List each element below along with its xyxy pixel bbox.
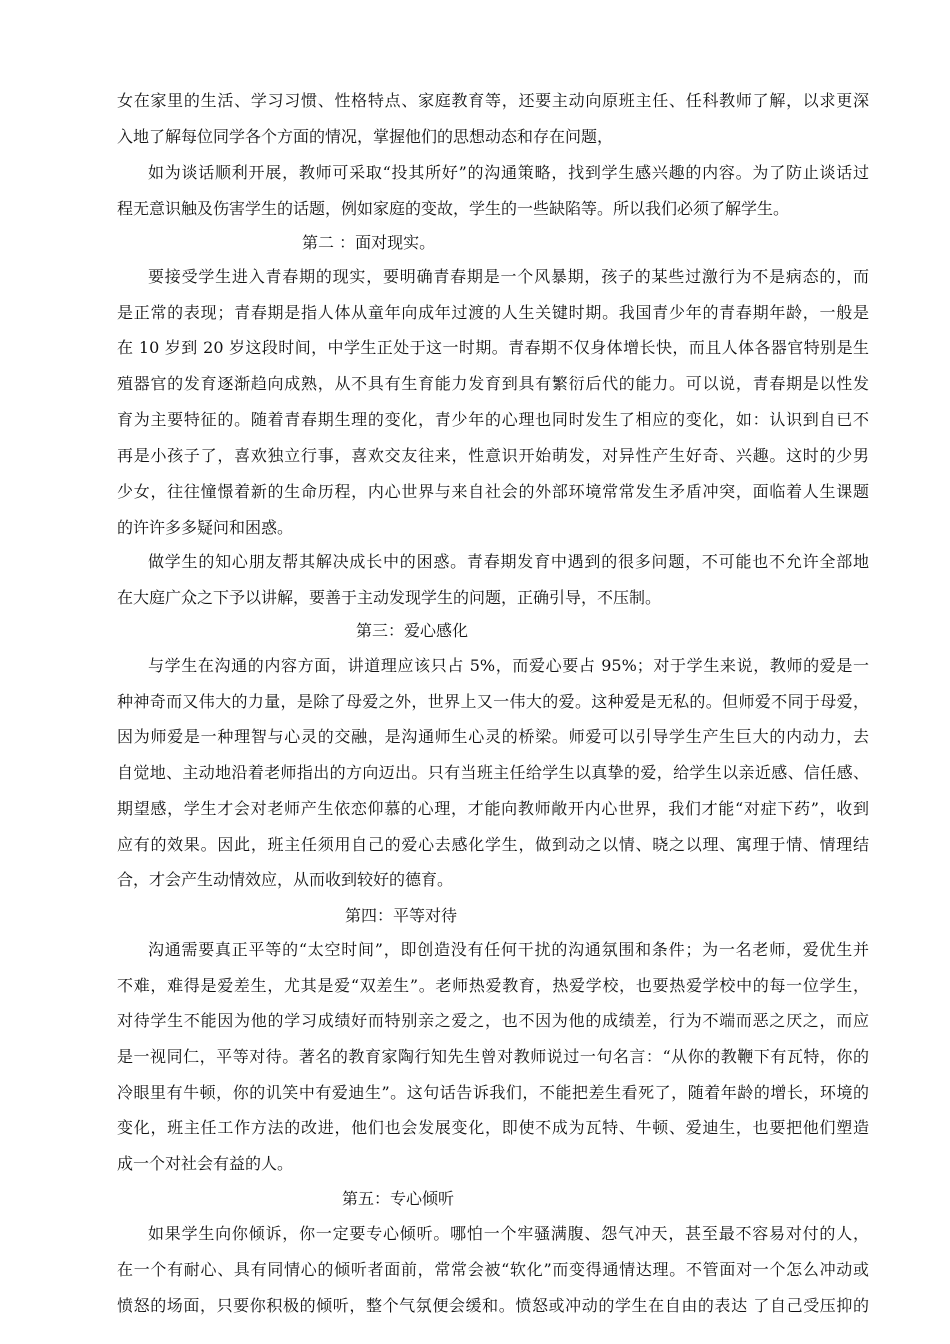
body-text-line: 在 10 岁到 20 岁这段时间，中学生正处于这一时期。青春期不仅身体增长快，而且人体各器官特别是生 [117, 338, 869, 357]
body-text-line: 与学生在沟通的内容方面，讲道理应该只占 5%，而爱心要占 95%；对于学生来说，教师的爱是一 [148, 656, 869, 675]
body-text-line: 在一个有耐心、具有同情心的倾听者面前，常常会被“软化”而变得通情达理。不管面对一个怎么冲动或 [117, 1260, 869, 1279]
body-text-line: 的许许多多疑问和困惑。 [117, 518, 294, 537]
body-text-line: 入地了解每位同学各个方面的情况，掌握他们的思想动态和存在问题， [117, 127, 614, 146]
body-text-line: 少女，往往憧憬着新的生命历程，内心世界与来自社会的外部环境常常发生矛盾冲突，面临着人生课题 [117, 482, 869, 501]
section-heading: 第二 ：面对现实。 [302, 233, 436, 252]
body-text-line: 对待学生不能因为他的学习成绩好而特别亲之爱之，也不因为他的成绩差，行为不端而恶之厌之，而应 [117, 1011, 869, 1030]
body-text-line: 因为师爱是一种理智与心灵的交融，是沟通师生心灵的桥梁。师爱可以引导学生产生巨大的内动力，去 [117, 727, 869, 746]
section-heading: 第五：专心倾听 [342, 1189, 455, 1208]
body-text-line: 期望感，学生才会对老师产生依恋仰慕的心理，才能向教师敞开内心世界，我们才能“对症下药”，收到 [117, 799, 869, 818]
body-text-line: 程无意识触及伤害学生的话题，例如家庭的变故，学生的一些缺陷等。所以我们必须了解学生。 [117, 199, 790, 218]
section-heading: 第三：爱心感化 [356, 621, 469, 640]
body-text-line: 种神奇而又伟大的力量，是除了母爱之外，世界上又一伟大的爱。这种爱是无私的。但师爱不同于母爱， [117, 692, 869, 711]
section-heading: 第四：平等对待 [345, 906, 458, 925]
body-text-line: 冷眼里有牛顿，你的讥笑中有爱迪生”。这句话告诉我们，不能把差生看死了，随着年龄的增长，环境的 [117, 1083, 869, 1102]
body-text-line: 变化，班主任工作方法的改进，他们也会发展变化，即使不成为瓦特、牛顿、爱迪生，也要把他们塑造 [117, 1118, 869, 1137]
body-text-line: 殖器官的发育逐渐趋向成熟，从不具有生育能力发育到具有繁衍后代的能力。可以说，青春期是以性发 [117, 374, 869, 393]
body-text-line: 育为主要特征的。随着青春期生理的变化，青少年的心理也同时发生了相应的变化，如：认识到自已不 [117, 410, 869, 429]
body-text-line: 再是小孩子了，喜欢独立行事，喜欢交友往来，性意识开始萌发，对异性产生好奇、兴趣。这时的少男 [117, 446, 869, 465]
body-text-line: 是正常的表现；青春期是指人体从童年向成年过渡的人生关键时期。我国青少年的青春期年龄，一般是 [117, 303, 869, 322]
body-text-line: 如果学生向你倾诉，你一定要专心倾听。哪怕一个牢骚满腹、怨气冲天，甚至最不容易对付的人， [148, 1224, 869, 1243]
body-text-line: 合，才会产生动情效应，从而收到较好的德育。 [117, 870, 454, 889]
body-text-line: 应有的效果。因此，班主任须用自己的爱心去感化学生，做到动之以情、晓之以理、寓理于情、情理结 [117, 835, 869, 854]
body-text-line: 如为谈话顺利开展，教师可采取“投其所好”的沟通策略，找到学生感兴趣的内容。为了防止谈话过 [148, 163, 869, 182]
body-text-line: 沟通需要真正平等的“太空时间”，即创造没有任何干扰的沟通氛围和条件；为一名老师，爱优生并 [148, 940, 869, 959]
body-text-line: 成一个对社会有益的人。 [117, 1154, 294, 1173]
body-text-line: 要接受学生进入青春期的现实，要明确青春期是一个风暴期，孩子的某些过激行为不是病态的，而 [148, 267, 869, 286]
body-text-line: 在大庭广众之下予以讲解，要善于主动发现学生的问题，正确引导，不压制。 [117, 588, 662, 607]
body-text-line: 不难，难得是爱差生，尤其是爱“双差生”。老师热爱教育，热爱学校，也要热爱学校中的每一位学生， [117, 976, 869, 995]
body-text-line: 自觉地、主动地沿着老师指出的方向迈出。只有当班主任给学生以真挚的爱，给学生以亲近感、信任感、 [117, 763, 869, 782]
body-text-line: 愤怒的场面，只要你积极的倾听，整个气氛便会缓和。愤怒或冲动的学生在自由的表达 了自己受压抑的 [117, 1296, 869, 1315]
body-text-line: 做学生的知心朋友帮其解决成长中的困惑。青春期发育中遇到的很多问题，不可能也不允许全部地 [148, 552, 869, 571]
body-text-line: 是一视同仁，平等对待。著名的教育家陶行知先生曾对教师说过一句名言：“从你的教鞭下有瓦特，你的 [117, 1047, 869, 1066]
body-text-line: 女在家里的生活、学习习惯、性格特点、家庭教育等，还要主动向原班主任、任科教师了解，以求更深 [117, 91, 869, 110]
